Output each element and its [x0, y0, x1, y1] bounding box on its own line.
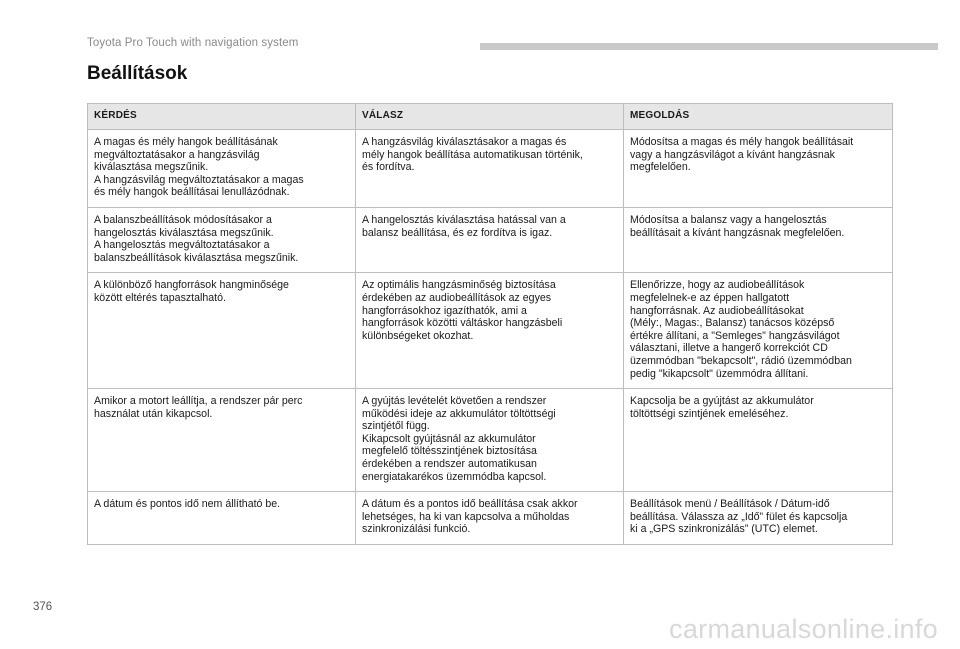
table-row: [88, 273, 893, 389]
table-header-row: [88, 104, 893, 130]
solution-cell: Kapcsolja be a gyújtást az akkumulátor töltöttségi szintjének emeléséhez.: [624, 389, 893, 492]
header-divider-bar: [480, 43, 938, 50]
table-row: [88, 492, 893, 545]
solution-cell: Ellenőrizze, hogy az audiobeállítások megfelelnek-e az éppen hallgatott hangforrásnak. Az audiobeállításokat (Mély:, Magas:, Balansz) tanácsos középső értékre állítani, a "Semleges" hangzásvilágot választani, illetve a hangerő korrekciót CD üzemmódban "bekapcsolt", rádió üzemmódban pedig "kikapcsolt" üzemmódra állítani.: [624, 273, 893, 389]
page-heading: Beállítások: [87, 63, 188, 84]
answer-cell: Az optimális hangzásminőség biztosítása érdekében az audiobeállítások az egyes hangforrásokhoz igazíthatók, ami a hangforrások közötti váltáskor hangzásbeli különbségeket okozhat.: [356, 273, 624, 389]
document-title: Toyota Pro Touch with navigation system: [87, 37, 299, 49]
solution-cell: Módosítsa a magas és mély hangok beállításait vagy a hangzásvilágot a kívánt hangzásnak megfelelően.: [624, 130, 893, 208]
question-cell: Amikor a motort leállítja, a rendszer pár perc használat után kikapcsol.: [88, 389, 356, 492]
solution-cell: Módosítsa a balansz vagy a hangelosztás beállításait a kívánt hangzásnak megfelelően.: [624, 207, 893, 272]
column-header-question: KÉRDÉS: [88, 104, 356, 130]
column-header-solution: MEGOLDÁS: [624, 104, 893, 130]
page-number: 376: [33, 601, 53, 613]
question-cell: A dátum és pontos idő nem állítható be.: [88, 492, 356, 545]
question-cell: A különböző hangforrások hangminősége között eltérés tapasztalható.: [88, 273, 356, 389]
table-row: [88, 207, 893, 272]
answer-cell: A hangelosztás kiválasztása hatással van a balansz beállítása, és ez fordítva is igaz.: [356, 207, 624, 272]
table-row: [88, 130, 893, 208]
answer-cell: A dátum és a pontos idő beállítása csak akkor lehetséges, ha ki van kapcsolva a műholdas szinkronizálási funkció.: [356, 492, 624, 545]
table-row: [88, 389, 893, 492]
question-cell: A magas és mély hangok beállításának megváltoztatásakor a hangzásvilág kiválasztása megszűnik. A hangzásvilág megváltoztatásakor a magas és mély hangok beállításai lenullázódnak.: [88, 130, 356, 208]
column-header-answer: VÁLASZ: [356, 104, 624, 130]
faq-table: [87, 103, 893, 545]
solution-cell: Beállítások menü / Beállítások / Dátum-idő beállítása. Válassza az „Idő” fület és kapcsolja ki a „GPS szinkronizálás” (UTC) elemet.: [624, 492, 893, 545]
answer-cell: A hangzásvilág kiválasztásakor a magas és mély hangok beállítása automatikusan történik, és fordítva.: [356, 130, 624, 208]
answer-cell: A gyújtás levételét követően a rendszer működési ideje az akkumulátor töltöttségi szintjétől függ. Kikapcsolt gyújtásnál az akkumulátor megfelelő töltésszintjének biztosítása érdekében a rendszer automatikusan energiatakarékos üzemmódba kapcsol.: [356, 389, 624, 492]
watermark: carmanualsonline.info: [669, 614, 938, 644]
question-cell: A balanszbeállítások módosításakor a hangelosztás kiválasztása megszűnik. A hangelosztás megváltoztatásakor a balanszbeállítások kiválasztása megszűnik.: [88, 207, 356, 272]
